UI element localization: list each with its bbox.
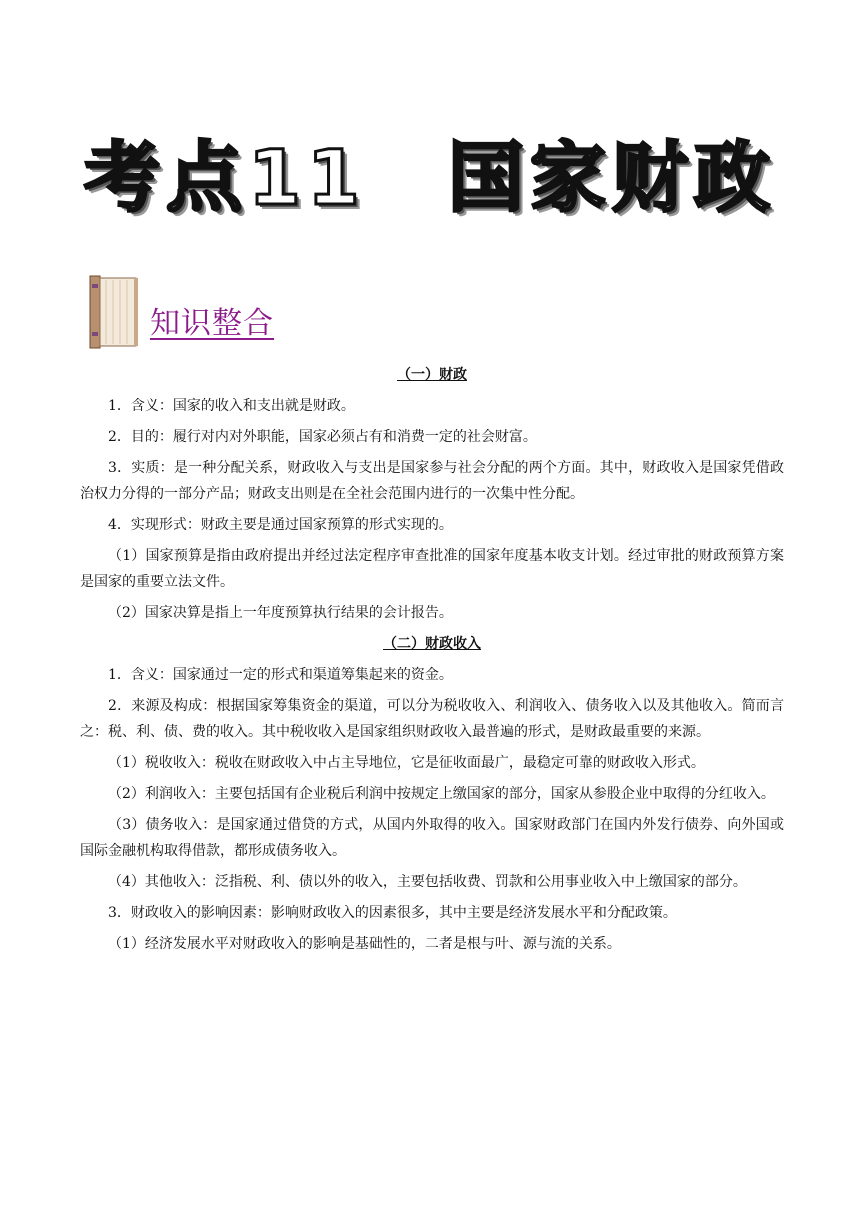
document-body: [80, 360, 784, 962]
section-label: 知识整合: [150, 306, 274, 341]
paragraph: （1）经济发展水平对财政收入的影响是基础性的，二者是根与叶、源与流的关系。: [108, 936, 621, 952]
paragraph: 2．目的：履行对内对外职能，国家必须占有和消费一定的社会财富。: [108, 429, 537, 445]
section-heading: （二）财政收入: [383, 636, 481, 652]
paragraph: 3．财政收入的影响因素：影响财政收入的因素很多，其中主要是经济发展水平和分配政策。: [108, 905, 677, 921]
page-title: 考点11 国家财政: [84, 133, 776, 222]
paragraph: （4）其他收入：泛指税、利、债以外的收入，主要包括收费、罚款和公用事业收入中上缴国家的部分。: [108, 874, 747, 890]
paragraph: 3．实质：是一种分配关系，财政收入与支出是国家参与社会分配的两个方面。其中，财政收入是国家凭借政治权力分得的一部分产品；财政支出则是在全社会范围内进行的一次集中性分配。: [80, 460, 784, 502]
book-icon: [86, 272, 142, 350]
paragraph: （1）税收收入：税收在财政收入中占主导地位，它是征收面最广，最稳定可靠的财政收入形式。: [108, 755, 705, 771]
paragraph: 1．含义：国家通过一定的形式和渠道筹集起来的资金。: [108, 667, 453, 683]
section-heading: （一）财政: [397, 367, 467, 383]
paragraph: （2）国家决算是指上一年度预算执行结果的会计报告。: [108, 605, 453, 621]
paragraph: 4．实现形式：财政主要是通过国家预算的形式实现的。: [108, 517, 453, 533]
paragraph: 1．含义：国家的收入和支出就是财政。: [108, 398, 355, 414]
paragraph: （3）债务收入：是国家通过借贷的方式，从国内外取得的收入。国家财政部门在国内外发行债券、向外国或国际金融机构取得借款，都形成债务收入。: [80, 817, 784, 859]
section-header: [86, 272, 346, 352]
paragraph: （2）利润收入：主要包括国有企业税后利润中按规定上缴国家的部分，国家从参股企业中取得的分红收入。: [108, 786, 775, 802]
paragraph: 2．来源及构成：根据国家筹集资金的渠道，可以分为税收收入、利润收入、债务收入以及其他收入。简而言之：税、利、债、费的收入。其中税收收入是国家组织财政收入最普遍的形式，是财政最重要的来源。: [80, 698, 784, 740]
paragraph: （1）国家预算是指由政府提出并经过法定程序审查批准的国家年度基本收支计划。经过审批的财政预算方案是国家的重要立法文件。: [80, 548, 784, 590]
